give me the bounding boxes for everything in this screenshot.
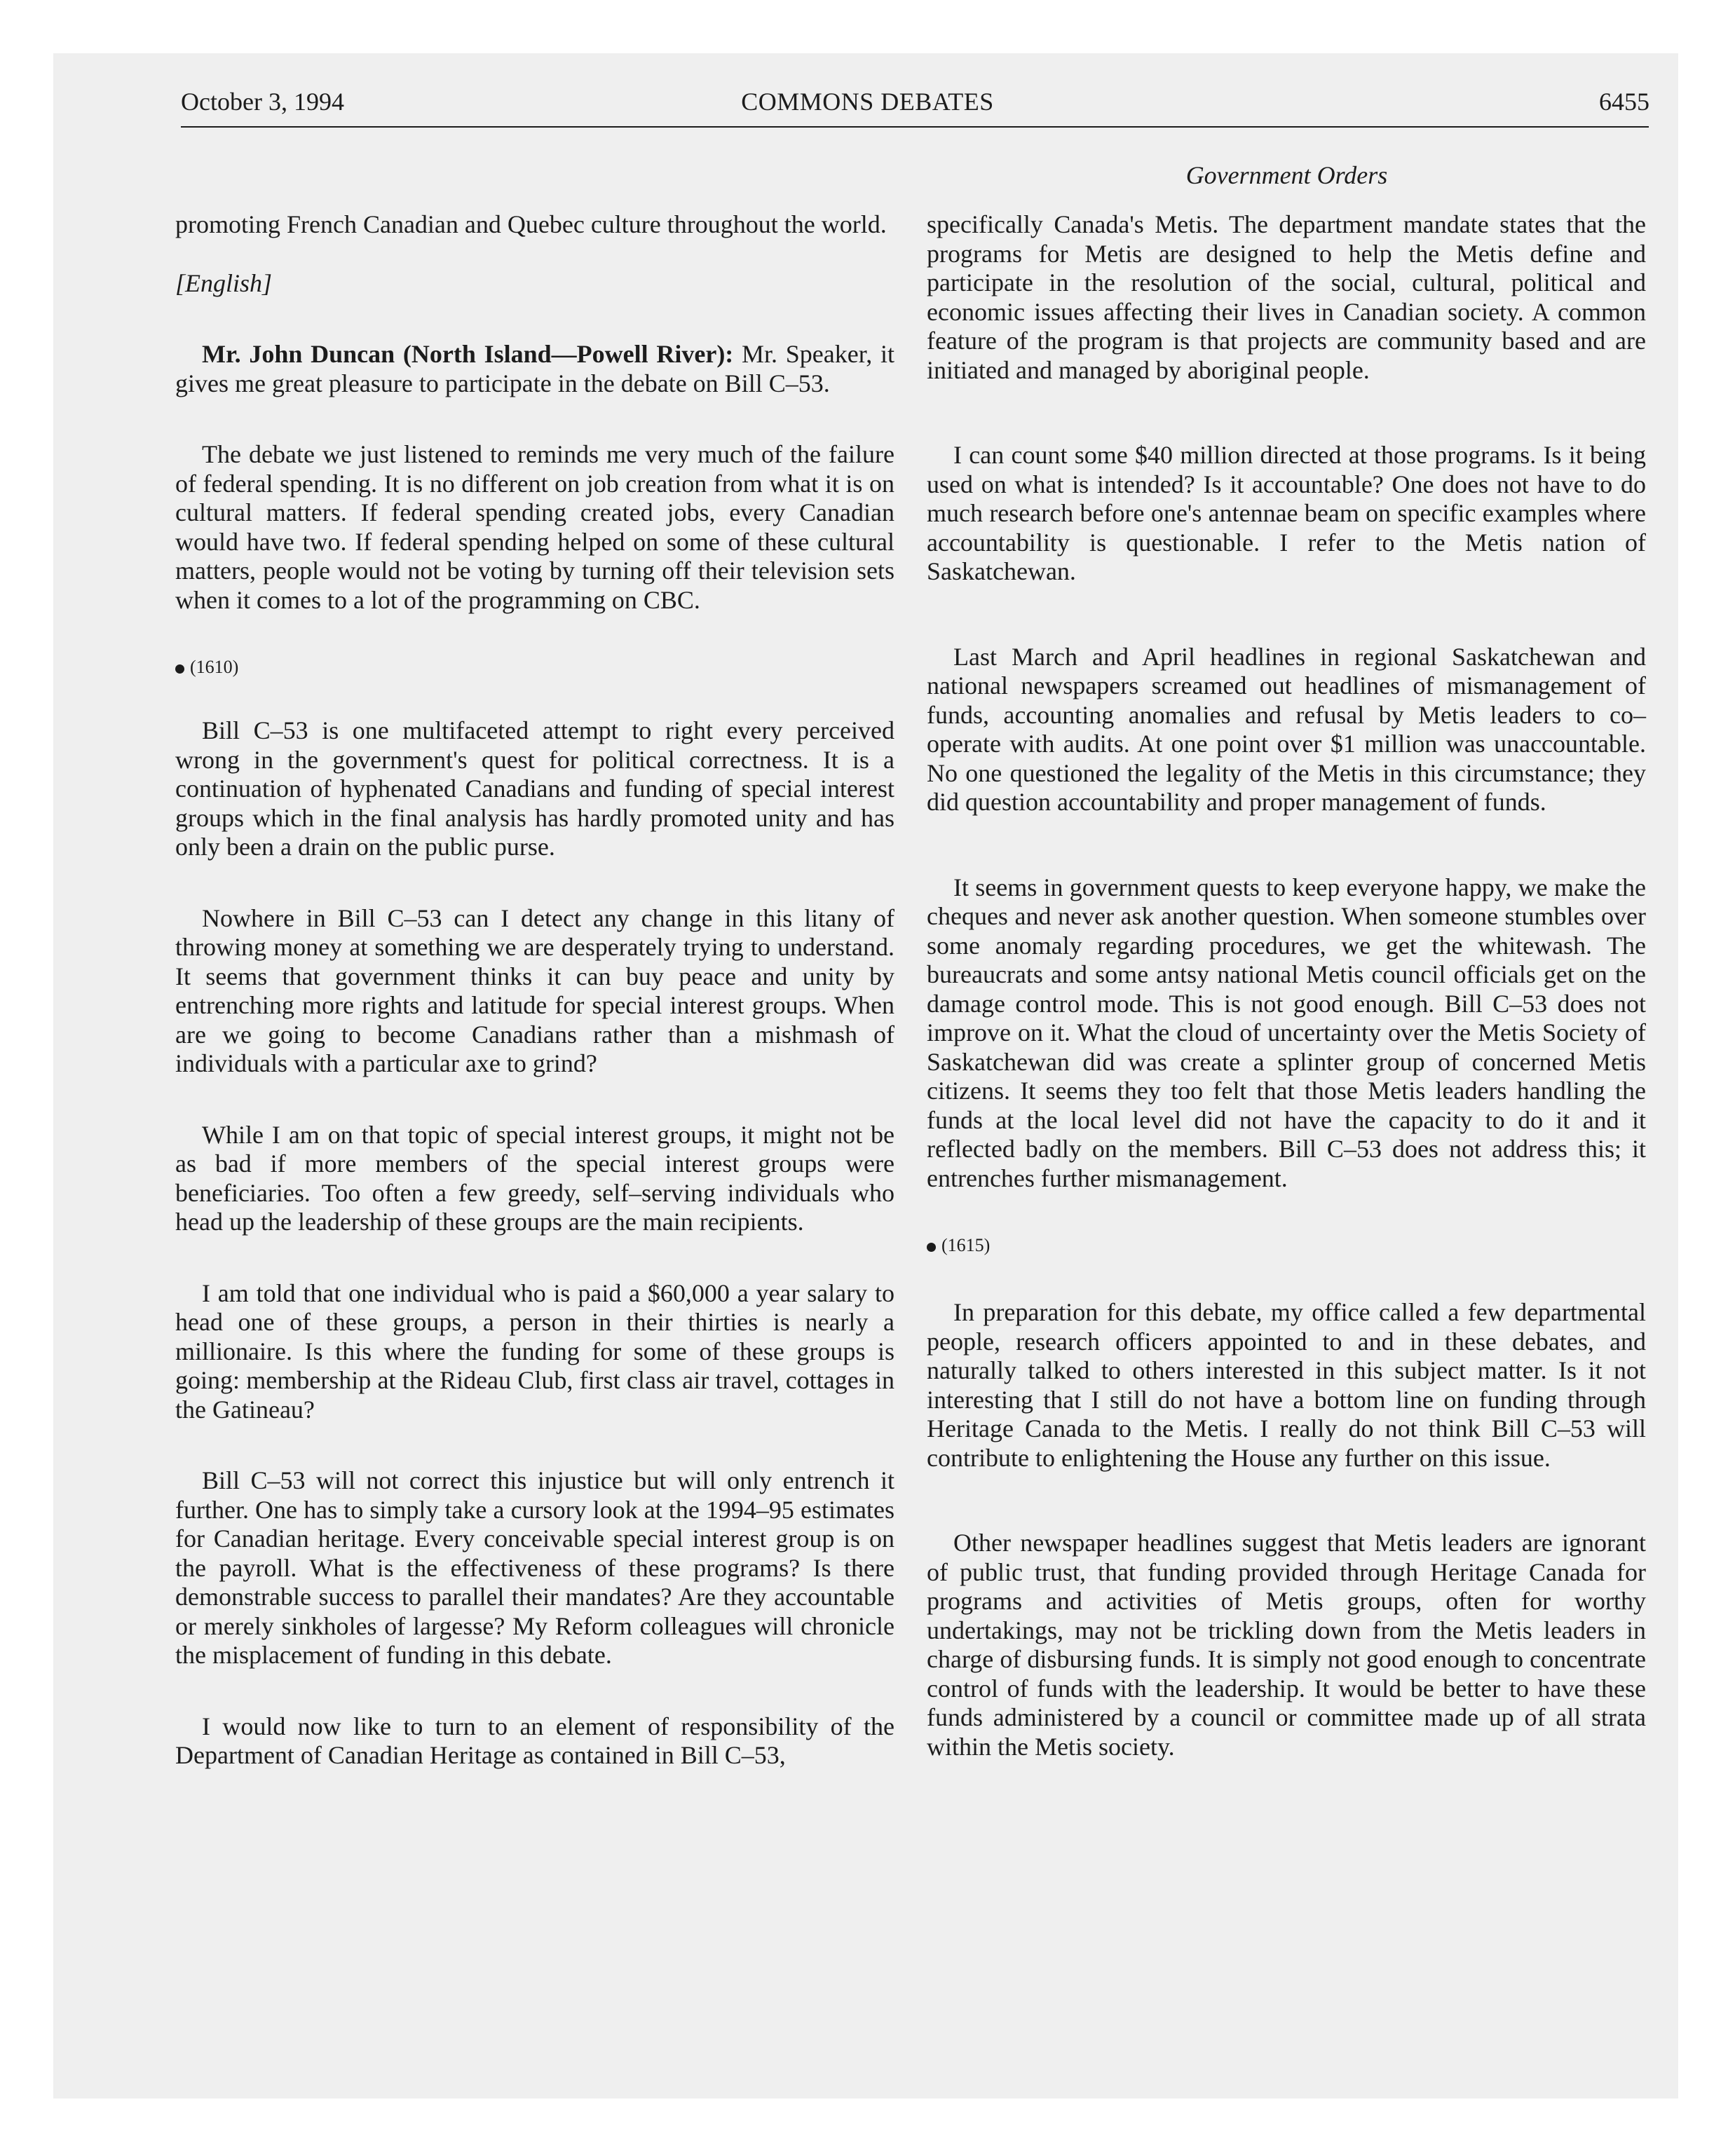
paragraph: In preparation for this debate, my office called a few departmental people, research officers appointed to and in these debates, and naturally talked to others interested in this subject matter. Is it not interesting that I still do not have a bottom line on funding through Heritage Canada to the Metis. I really do not think Bill C–53 will contribute to enlightening the House any further on this issue. bbox=[927, 1298, 1646, 1472]
bullet-icon bbox=[175, 664, 184, 674]
timestamp bbox=[927, 1235, 1646, 1256]
timestamp bbox=[175, 657, 894, 678]
paragraph: I am told that one individual who is paid a $60,000 a year salary to head one of these groups, a person in their thirties is nearly a millionaire. Is this where the funding for some of these groups is going: membership at the Rideau Club, first class air travel, cottages in the Gatineau? bbox=[175, 1278, 894, 1424]
header-date: October 3, 1994 bbox=[181, 88, 344, 116]
right-column bbox=[927, 210, 1646, 1761]
left-column bbox=[175, 210, 894, 1770]
timestamp-text: (1615) bbox=[941, 1235, 991, 1255]
paragraph: specifically Canada's Metis. The department mandate states that the programs for Metis are designed to help the Metis define and participate in the resolution of the social, cultural, political and economic issues affecting their lives in Canadian society. A common feature of the program is that projects are community based and are initiated and managed by aboriginal people. bbox=[927, 210, 1646, 384]
paragraph: Last March and April headlines in regional Saskatchewan and national newspapers screamed out headlines of mismanagement of funds, accounting anomalies and refusal by Metis leaders to co–operate with audits. At one point over $1 million was unaccountable. No one questioned the legality of the Metis in this circumstance; they did question accountability and proper management of funds. bbox=[927, 642, 1646, 816]
bullet-icon bbox=[927, 1243, 936, 1252]
language-tag: [English] bbox=[175, 268, 273, 297]
header-page-number: 6455 bbox=[1599, 88, 1649, 116]
header-title: COMMONS DEBATES bbox=[741, 88, 994, 116]
speaker-paragraph bbox=[175, 340, 894, 398]
speaker-name: Mr. John Duncan (North Island—Powell River): bbox=[202, 340, 734, 368]
paragraph: Bill C–53 will not correct this injustice but will only entrench it further. One has to simply take a cursory look at the 1994–95 estimates for Canadian heritage. Every conceivable special interest group is on the payroll. What is the effectiveness of these programs? Is there demonstrable success to parallel their mandates? Are they accountable or merely sinkholes of largesse? My Reform colleagues will chronicle the misplacement of funding in this debate. bbox=[175, 1466, 894, 1669]
paragraph: It seems in government quests to keep everyone happy, we make the cheques and never ask another question. When someone stumbles over some anomaly regarding procedures, we get the whitewash. The bureaucrats and some antsy national Metis council officials get on the damage control mode. This is not good enough. Bill C–53 does not improve on it. What the cloud of uncertainty over the Metis Society of Saskatchewan did was create a splinter group of concerned Metis citizens. It seems they too felt that those Metis leaders handling the funds at the local level did not have the capacity to do it and it reflected badly on the members. Bill C–53 does not address this; it entrenches further mismanagement. bbox=[927, 873, 1646, 1192]
paragraph: The debate we just listened to reminds me very much of the failure of federal spending. It is no different on job creation from what it is on cultural matters. If federal spending created jobs, every Canadian would have two. If federal spending helped on some of these cultural matters, people would not be voting by turning off their television sets when it comes to a lot of the programming on CBC. bbox=[175, 440, 894, 614]
paragraph: I can count some $40 million directed at those programs. Is it being used on what is intended? Is it accountable? One does not have to do much research before one's antennae beam on specific examples where accountability is questionable. I refer to the Metis nation of Saskatchewan. bbox=[927, 441, 1646, 585]
paragraph: promoting French Canadian and Quebec culture throughout the world. bbox=[175, 210, 887, 238]
paragraph: Other newspaper headlines suggest that Metis leaders are ignorant of public trust, that funding provided through Heritage Canada for programs and activities of Metis groups, often for worthy undertakings, may not be trickling down from the Metis leaders in charge of disbursing funds. It is simply not good enough to concentrate control of funds with the leadership. It would be better to have these funds administered by a council or committee made up of all strata within the Metis society. bbox=[927, 1529, 1646, 1761]
paragraph: Bill C–53 is one multifaceted attempt to right every perceived wrong in the government's quest for political correctness. It is a continuation of hyphenated Canadians and funding of special interest groups which in the final analysis has hardly promoted unity and has only been a drain on the public purse. bbox=[175, 716, 894, 861]
header-rule bbox=[181, 126, 1649, 128]
paragraph: I would now like to turn to an element of responsibility of the Department of Canadian Heritage as contained in Bill C–53, bbox=[175, 1712, 894, 1769]
timestamp-text: (1610) bbox=[190, 657, 239, 677]
section-heading: Government Orders bbox=[1185, 161, 1388, 189]
paragraph: Nowhere in Bill C–53 can I detect any change in this litany of throwing money at something we are desperately trying to understand. It seems that government thinks it can buy peace and unity by entrenching more rights and latitude for special interest groups. When are we going to become Canadians rather than a mishmash of individuals with a particular axe to grind? bbox=[175, 903, 894, 1077]
paragraph: While I am on that topic of special interest groups, it might not be as bad if more members of the special interest groups were beneficiaries. Too often a few greedy, self–serving individuals who head up the leadership of these groups are the main recipients. bbox=[175, 1120, 894, 1236]
speaker-text: Mr. Speaker, it gives me great pleasure to participate in the debate on Bill C–53. bbox=[175, 340, 894, 397]
